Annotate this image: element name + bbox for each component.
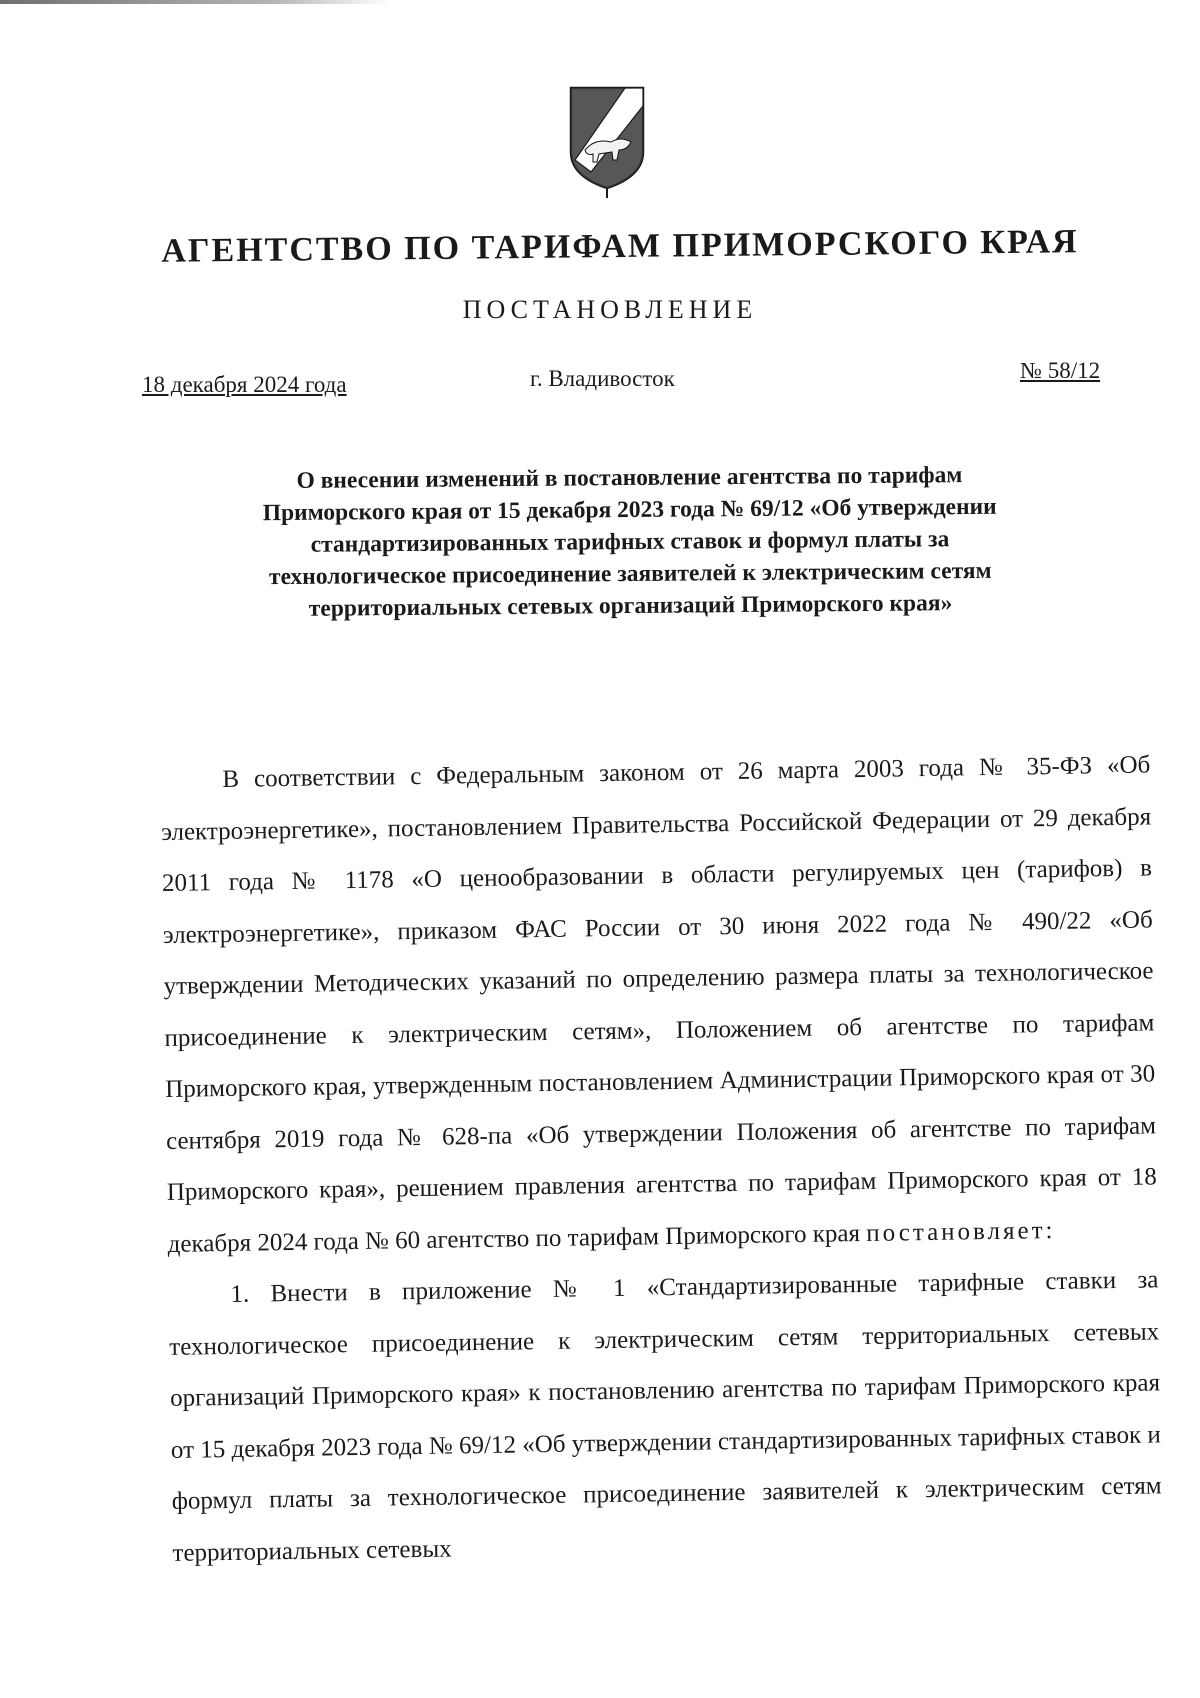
scan-edge-artifact (0, 0, 390, 4)
document-title: О внесении изменений в постановление агентства по тарифам Приморского края от 15 декабря 2023 года № 69/12 «Об утверждении стандартизированных тарифных ставок и формул платы за технологическое присоединение заявителей к электрическим сетям территориальных сетевых организаций Приморского края» (262, 462, 997, 622)
agency-name: АГЕНТСТВО ПО ТАРИФАМ ПРИМОРСКОГО КРАЯ (161, 223, 1079, 270)
document-date: 18 декабря 2024 года (142, 372, 347, 397)
coat-of-arms-icon (565, 80, 649, 198)
preamble-paragraph (160, 739, 1158, 1269)
document-body (160, 739, 1163, 1578)
resolves-word: постановляет: (866, 1216, 1056, 1247)
document-number: № 58/12 (1020, 358, 1101, 383)
document-city: г. Владивосток (530, 366, 675, 391)
item-1-paragraph: 1. Внести в приложение № 1 «Стандартизированные тарифные ставки за технологическое присоединение к электрическим сетям территориальных сетевых организаций Приморского края» к постановлению агентства по тарифам Приморского края от 15 декабря 2023 года № 69/12 «Об утверждении стандартизированных тарифных ставок и формул платы за технологическое присоединение заявителей к электрическим сетям территориальных сетевых (169, 1266, 1162, 1567)
preamble-text: В соответствии с Федеральным законом от 26 марта 2003 года № 35-ФЗ «Об электроэнергетике», постановлением Правительства Российской Федерации от 29 декабря 2011 года № 1178 «О ценообразовании в области регулируемых цен (тарифов) в электроэнергетике», приказом ФАС России от 30 июня 2022 года № 490/22 «Об утверждении Методических указаний по определению размера платы за технологическое присоединение к электрическим сетям», Положением об агентстве по тарифам Приморского края, утвержденным постановлением Администрации Приморского края от 30 сентября 2019 года № 628-па «Об утверждении Положения об агентстве по тарифам Приморского края», решением правления агентства по тарифам Приморского края от 18 декабря 2024 года № 60 агентство по тарифам Приморского края (160, 751, 1157, 1258)
document-type: ПОСТАНОВЛЕНИЕ (462, 295, 758, 324)
